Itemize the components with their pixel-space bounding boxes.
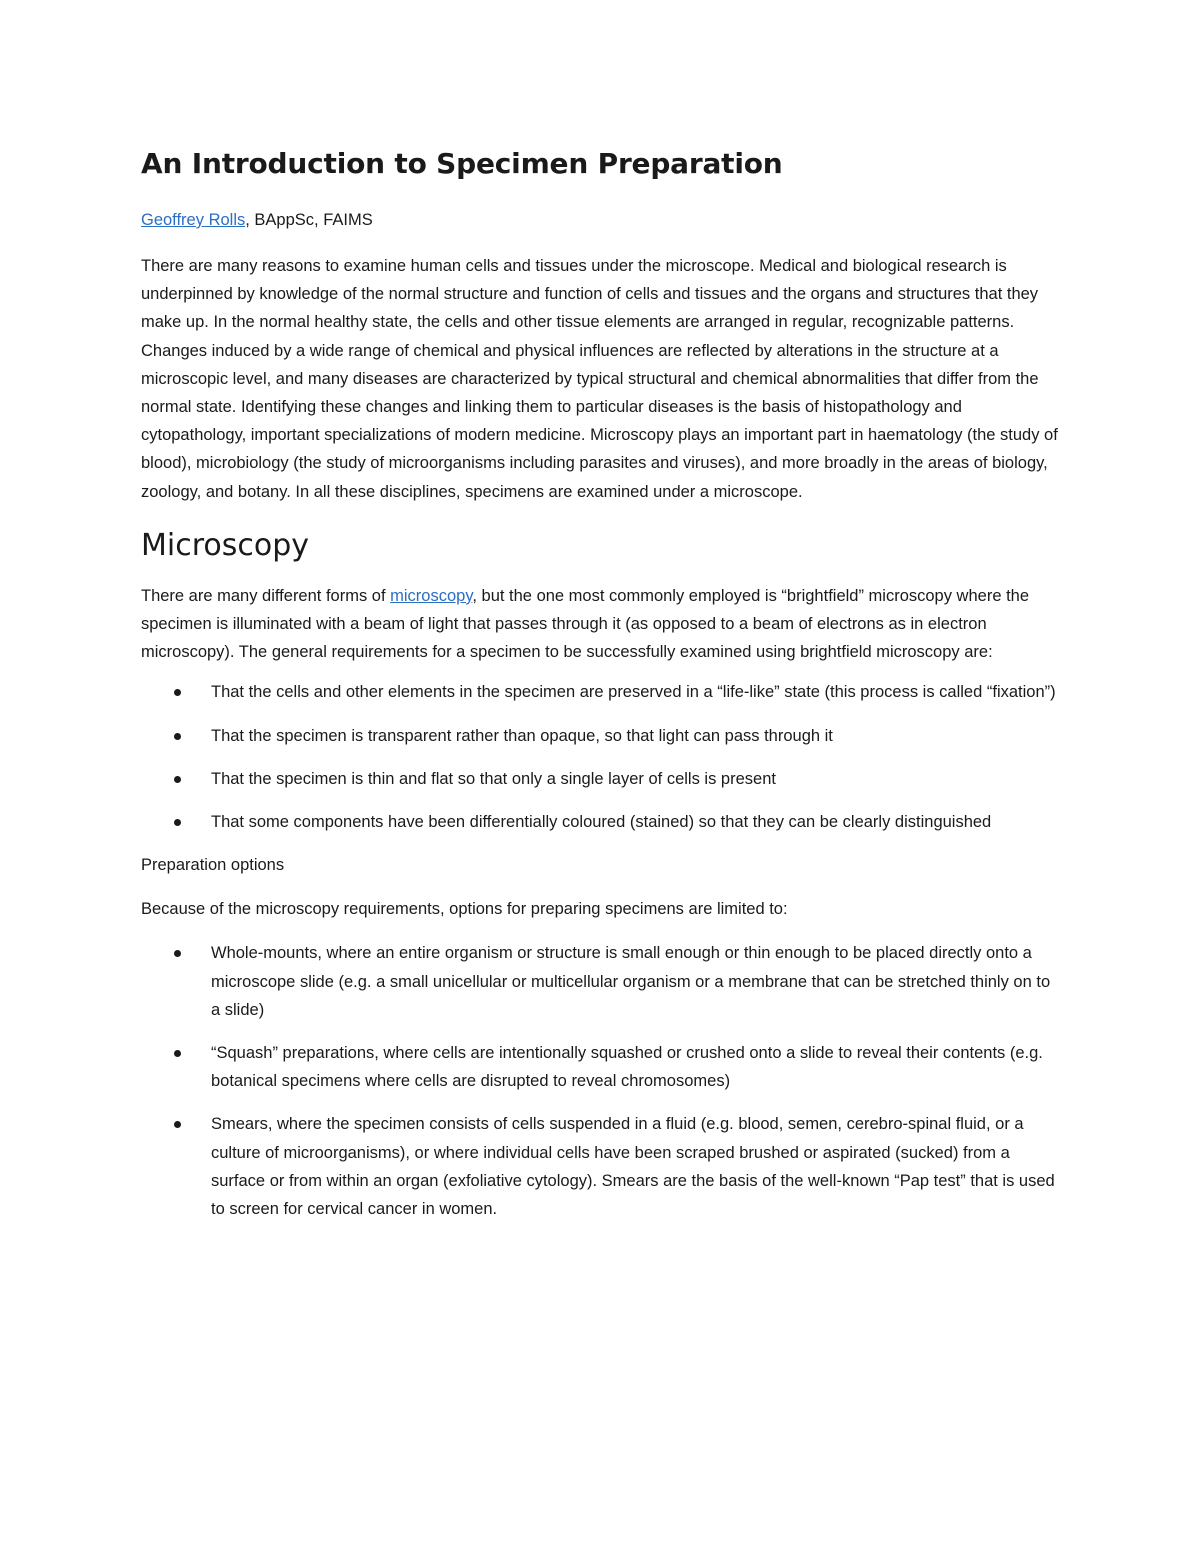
bullet-icon xyxy=(174,689,181,696)
list-item: That the cells and other elements in the specimen are preserved in a “life-like” state (this process is called “fixation”) xyxy=(141,678,1061,706)
microscopy-link[interactable]: microscopy xyxy=(390,586,473,605)
list-item: “Squash” preparations, where cells are intentionally squashed or crushed onto a slide to reveal their contents (e.g. botanical specimens where cells are disrupted to reveal chromosomes) xyxy=(141,1039,1061,1095)
document-page xyxy=(141,140,1061,1238)
bullet-icon xyxy=(174,776,181,783)
list-item: Whole-mounts, where an entire organism or structure is small enough or thin enough to be placed directly onto a microscope slide (e.g. a small unicellular or multicellular organism or a membrane that can be stretched thinly on to a slide) xyxy=(141,939,1061,1024)
intro-paragraph: There are many reasons to examine human cells and tissues under the microscope. Medical and biological research is underpinned by knowledge of the normal structure and function of cells and tissues and the organs and structures that they make up. In the normal healthy state, the cells and other tissue elements are arranged in regular, recognizable patterns. Changes induced by a wide range of chemical and physical influences are reflected by alterations in the structure at a microscopic level, and many diseases are characterized by typical structural and chemical abnormalities that differ from the normal state. Identifying these changes and linking them to particular diseases is the basis of histopathology and cytopathology, important specializations of modern medicine. Microscopy plays an important part in haematology (the study of blood), microbiology (the study of microorganisms including parasites and viruses), and more broadly in the areas of biology, zoology, and botany. In all these disciplines, specimens are examined under a microscope. xyxy=(141,257,1058,501)
list-item: Smears, where the specimen consists of cells suspended in a fluid (e.g. blood, semen, cerebro-spinal fluid, or a culture of microorganisms), or where individual cells have been scraped brushed or aspirated (sucked) from a surface or from within an organ (exfoliative cytology). Smears are the basis of the well-known “Pap test” that is used to screen for cervical cancer in women. xyxy=(141,1110,1061,1223)
requirements-list xyxy=(141,678,1061,836)
preparation-options-list xyxy=(141,939,1061,1223)
preparation-options-heading: Preparation options xyxy=(141,856,285,875)
author-link[interactable]: Geoffrey Rolls xyxy=(141,211,246,229)
bullet-icon xyxy=(174,1050,181,1057)
list-item: That some components have been differentially coloured (stained) so that they can be clearly distinguished xyxy=(141,808,1061,836)
bullet-icon xyxy=(174,1121,181,1128)
author-credentials: , BAppSc, FAIMS xyxy=(245,211,373,229)
bullet-icon xyxy=(174,733,181,740)
list-item: That the specimen is thin and flat so that only a single layer of cells is present xyxy=(141,765,1061,793)
author-byline xyxy=(141,206,1061,234)
microscopy-text-post: , but the one most commonly employed is “brightfield” microscopy where the specimen is illuminated with a beam of light that passes through it (as opposed to a beam of electrons as in electron microscopy). The general requirements for a specimen to be successfully examined using brightfield microscopy are: xyxy=(141,586,1030,662)
bullet-icon xyxy=(174,950,181,957)
microscopy-text-pre: There are many different forms of xyxy=(141,586,391,605)
preparation-intro: Because of the microscopy requirements, options for preparing specimens are limited to: xyxy=(141,900,788,919)
microscopy-paragraph xyxy=(141,582,1061,667)
list-item: That the specimen is transparent rather than opaque, so that light can pass through it xyxy=(141,722,1061,750)
document-title: An Introduction to Specimen Preparation xyxy=(141,147,783,180)
section-heading-microscopy: Microscopy xyxy=(141,527,310,563)
bullet-icon xyxy=(174,819,181,826)
